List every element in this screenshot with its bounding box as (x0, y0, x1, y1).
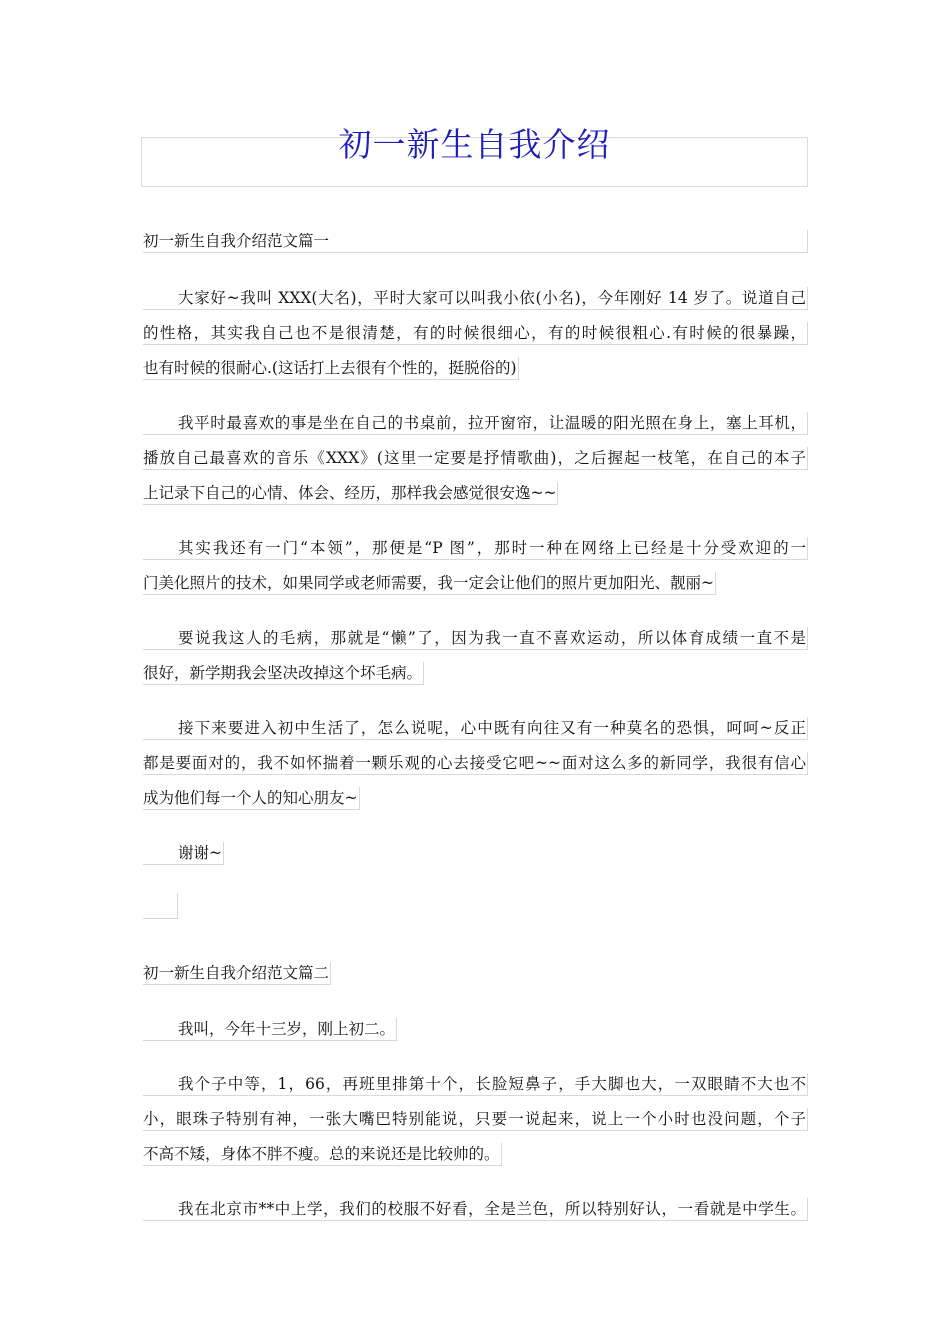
paragraph-line: 谢谢~ (143, 842, 224, 865)
section-heading-1: 初一新生自我介绍范文篇一 (143, 230, 808, 253)
paragraph-line: 都是要面对的，我不如怀揣着一颗乐观的心去接受它吧~~面对这么多的新同学，我很有信心 (143, 752, 808, 775)
blank-line (143, 893, 178, 919)
paragraph-line: 门美化照片的技术，如果同学或老师需要，我一定会让他们的照片更加阳光、靓丽~ (143, 572, 716, 595)
paragraph-line: 上记录下自己的心情、体会、经历，那样我会感觉很安逸~~ (143, 482, 558, 505)
section-heading-2: 初一新生自我介绍范文篇二 (143, 962, 331, 985)
paragraph-line: 小，眼珠子特别有神，一张大嘴巴特别能说，只要一说起来，说上一个小时也没问题，个子 (143, 1108, 808, 1131)
paragraph-line: 我在北京市**中上学，我们的校服不好看，全是兰色，所以特别好认，一看就是中学生。 (143, 1198, 808, 1221)
paragraph-line: 的性格，其实我自己也不是很清楚，有的时候很细心，有的时候很粗心.有时候的很暴躁， (143, 322, 808, 345)
paragraph-line: 我平时最喜欢的事是坐在自己的书桌前，拉开窗帘，让温暖的阳光照在身上，塞上耳机， (143, 412, 808, 435)
document-title-box (141, 125, 808, 187)
paragraph-line: 接下来要进入初中生活了，怎么说呢，心中既有向往又有一种莫名的恐惧，呵呵~反正 (143, 717, 808, 740)
paragraph-line: 很好，新学期我会坚决改掉这个坏毛病。 (143, 662, 424, 685)
paragraph-line: 要说我这人的毛病，那就是“懒”了，因为我一直不喜欢运动，所以体育成绩一直不是 (143, 627, 808, 650)
paragraph-line: 成为他们每一个人的知心朋友~ (143, 787, 360, 810)
paragraph-line: 播放自己最喜欢的音乐《XXX》(这里一定要是抒情歌曲)，之后握起一枝笔，在自己的本子 (143, 447, 808, 470)
paragraph-line: 大家好~我叫 XXX(大名)，平时大家可以叫我小依(小名)，今年刚好 14 岁了。说道自己 (143, 287, 808, 310)
document-title: 初一新生自我介绍 (338, 125, 611, 164)
paragraph-line: 我叫，今年十三岁，刚上初二。 (143, 1018, 397, 1041)
paragraph-line: 我个子中等，1，66，再班里排第十个，长脸短鼻子，手大脚也大，一双眼睛不大也不 (143, 1073, 808, 1096)
paragraph-line: 其实我还有一门“本领”，那便是“P 图”，那时一种在网络上已经是十分受欢迎的一 (143, 537, 808, 560)
paragraph-line: 不高不矮，身体不胖不瘦。总的来说还是比较帅的。 (143, 1143, 502, 1166)
paragraph-line: 也有时候的很耐心.(这话打上去很有个性的，挺脱俗的) (143, 357, 519, 380)
